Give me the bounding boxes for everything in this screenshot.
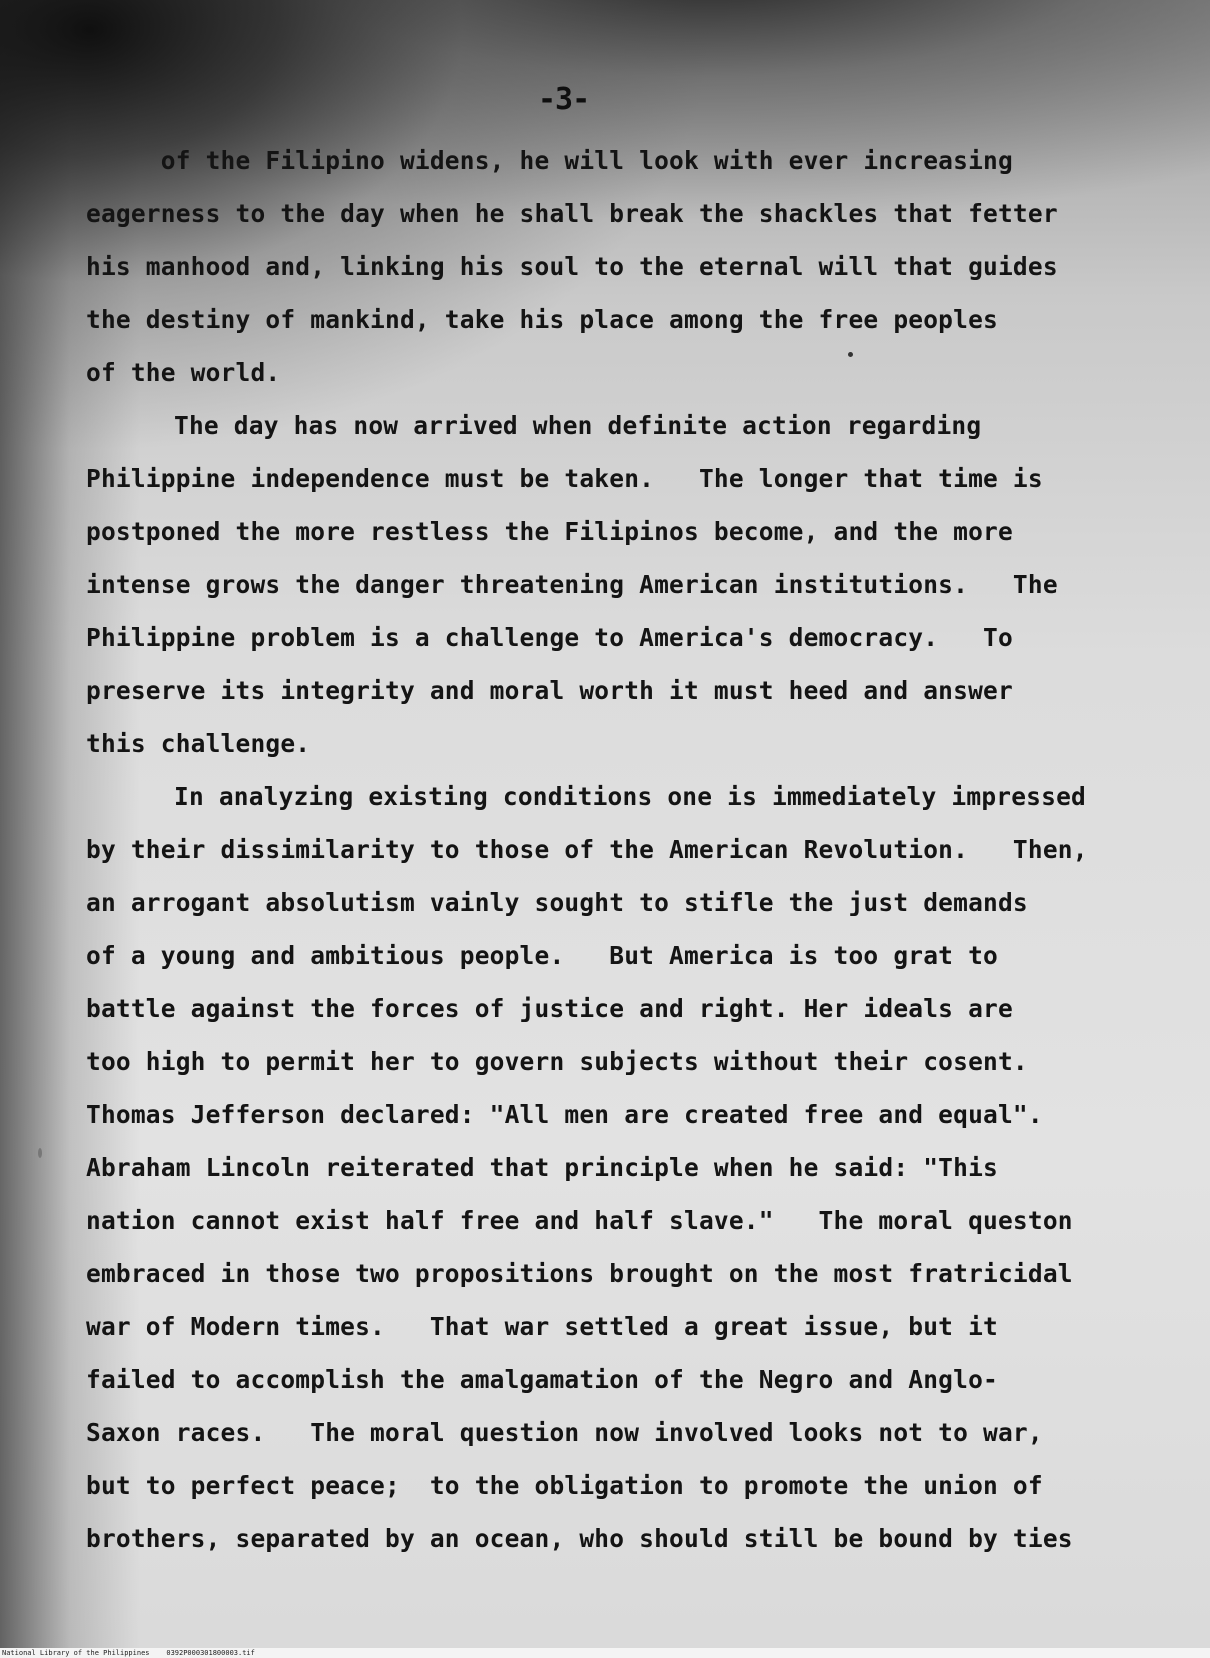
text-line: postponed the more restless the Filipinos become, and the more xyxy=(86,517,1013,546)
scan-footer xyxy=(0,1648,1210,1658)
text-line: Saxon races. The moral question now involved looks not to war, xyxy=(86,1418,1043,1447)
text-line: The day has now arrived when definite action regarding xyxy=(174,411,982,440)
text-line: nation cannot exist half free and half slave." The moral queston xyxy=(86,1206,1073,1235)
text-line: of the Filipino widens, he will look with ever increasing xyxy=(86,146,1013,175)
text-line: an arrogant absolutism vainly sought to stifle the just demands xyxy=(86,888,1028,917)
page-number: -3- xyxy=(538,82,590,117)
text-line: but to perfect peace; to the obligation to promote the union of xyxy=(86,1471,1043,1500)
text-line: embraced in those two propositions brought on the most fratricidal xyxy=(86,1259,1073,1288)
text-line: war of Modern times. That war settled a great issue, but it xyxy=(86,1312,998,1341)
text-line: Abraham Lincoln reiterated that principle when he said: "This xyxy=(86,1153,998,1182)
text-line: of a young and ambitious people. But America is too grat to xyxy=(86,941,998,970)
text-line: this challenge. xyxy=(86,729,311,758)
text-line: intense grows the danger threatening American institutions. The xyxy=(86,570,1058,599)
ink-speck xyxy=(38,1148,42,1158)
text-line: Thomas Jefferson declared: "All men are created free and equal". xyxy=(86,1100,1043,1129)
text-line: by their dissimilarity to those of the American Revolution. Then, xyxy=(86,835,1088,864)
text-line: In analyzing existing conditions one is immediately impressed xyxy=(174,782,1086,811)
text-line: his manhood and, linking his soul to the eternal will that guides xyxy=(86,252,1058,281)
text-line: eagerness to the day when he shall break the shackles that fetter xyxy=(86,199,1058,228)
text-line: Philippine problem is a challenge to America's democracy. To xyxy=(86,623,1013,652)
text-line: of the world. xyxy=(86,358,281,387)
ink-speck xyxy=(848,352,853,357)
text-line: the destiny of mankind, take his place among the free peoples xyxy=(86,305,998,334)
text-line: Philippine independence must be taken. The longer that time is xyxy=(86,464,1043,493)
text-line: failed to accomplish the amalgamation of the Negro and Anglo- xyxy=(86,1365,998,1394)
text-line: battle against the forces of justice and right. Her ideals are xyxy=(86,994,1013,1023)
text-line: preserve its integrity and moral worth it must heed and answer xyxy=(86,676,1013,705)
text-line: too high to permit her to govern subjects without their cosent. xyxy=(86,1047,1028,1076)
text-line: brothers, separated by an ocean, who should still be bound by ties xyxy=(86,1524,1073,1553)
footer-caption: National Library of the Philippines 0392P000301800003.tif xyxy=(2,1649,255,1657)
document-body xyxy=(86,134,1186,1565)
